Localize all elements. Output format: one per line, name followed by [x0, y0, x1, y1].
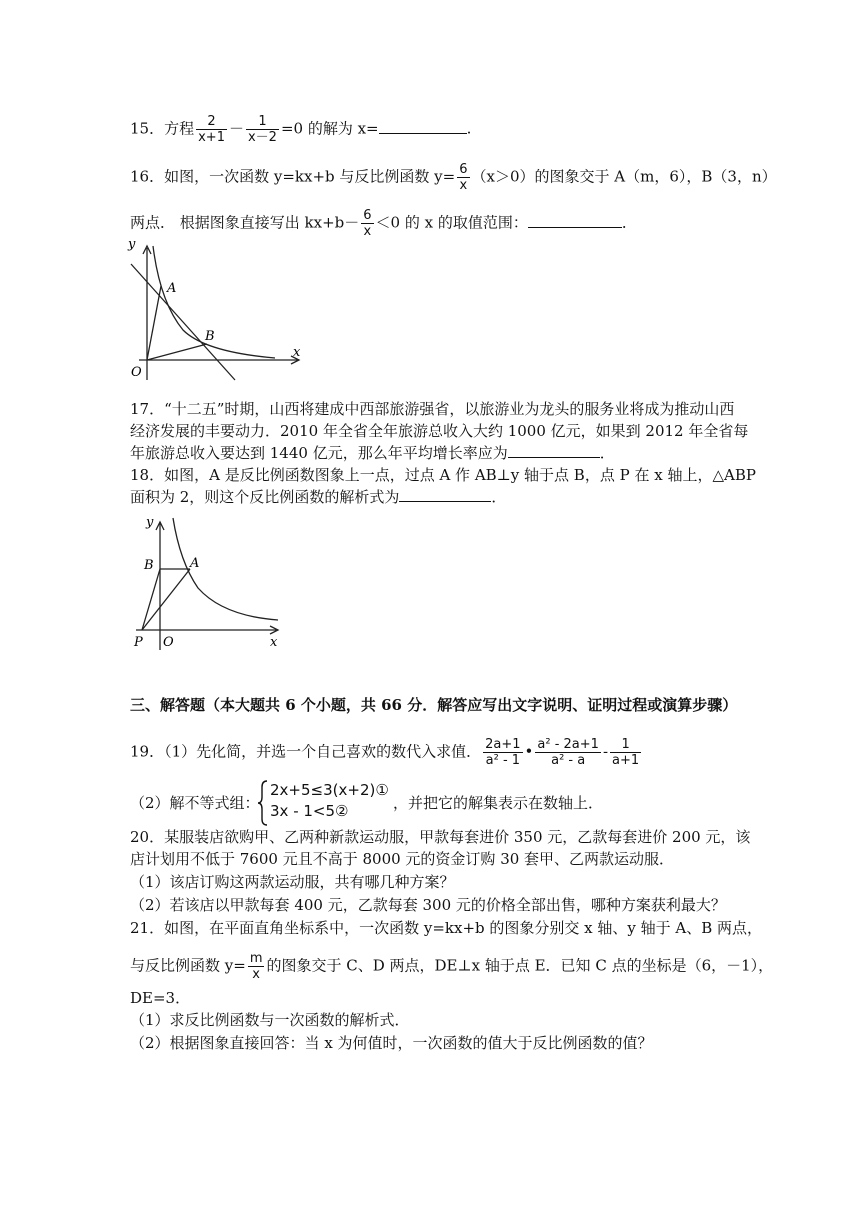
point-label-a: A	[167, 281, 177, 296]
axis-label-y: y	[128, 237, 136, 252]
fraction: $\frac{\text{a² - 2a+1}}{\text{a² - a}}$	[537, 737, 599, 768]
figure-16	[125, 234, 305, 384]
origin-label: O	[131, 365, 142, 380]
segment-ob	[147, 344, 207, 360]
question-15: 15．方程 $\frac{2}{x+1}$ － $\frac{1}{x-2}$ =0 的解为 x= .	[130, 114, 472, 145]
question-number: 16．	[130, 167, 165, 186]
question-16-line-2: 两点． 根据图象直接写出 kx+b－ $\frac{6}{x}$ ＜0 的 x 的取值范围： ．	[130, 208, 637, 239]
question-21-part-2: （2）根据图象直接回答：当 x 为何值时，一次函数的值大于反比例函数的值？	[130, 1034, 653, 1052]
fraction: $\frac{2}{x+1}$	[198, 114, 225, 145]
answer-blank	[528, 213, 622, 228]
fraction: $\frac{2a+1}{\text{a² - 1}}$	[485, 737, 521, 768]
question-21: 21．如图，在平面直角坐标系中，一次函数 y=kx+b 的图象分别交 x 轴、y 轴于 A、B 两点，	[130, 919, 763, 937]
inequality-2: 3x - 1<5②	[270, 802, 349, 820]
segment-pb	[142, 569, 160, 630]
axis-label-x: x	[270, 635, 278, 650]
question-20-part-2: （2）若该店以甲款每套 400 元，乙款每套 300 元的价格全部出售，哪种方案获利最大？	[130, 896, 726, 914]
point-label-b: B	[144, 558, 154, 573]
inequality-system	[270, 780, 389, 822]
segment-oa	[147, 286, 161, 360]
question-19-part-2-label: （2）解不等式组：	[130, 794, 260, 812]
segment-pa	[142, 569, 190, 630]
axis-label-y: y	[146, 515, 154, 530]
axis-label-x: x	[293, 345, 301, 360]
point-label-b: B	[205, 329, 215, 344]
question-17: 17．“十二五”时期，山西将建成中西部旅游强省，以旅游业为龙头的服务业将成为推动山西	[130, 400, 735, 418]
question-20-part-1: （1）该店订购这两款运动服，共有哪几种方案？	[130, 873, 455, 891]
fraction: $\frac{m}{x}$	[249, 951, 263, 982]
question-17-line-3: 年旅游总收入要达到 1440 亿元，那么年平均增长率应为 ．	[130, 444, 615, 462]
question-19: 19．（1）先化简，并选一个自己喜欢的数代入求值． $\frac{2a+1}{\text{a² - 1}}$ • $\frac{\text{a² - 2a+1}}{\text{a² - a}}$ - $\frac{1}{a+1}$	[130, 737, 640, 768]
point-label-p: P	[134, 635, 143, 650]
answer-blank	[379, 119, 467, 134]
figure-18	[128, 512, 288, 652]
question-21-part-1: （1）求反比例函数与一次函数的解析式．	[130, 1011, 410, 1029]
brace	[257, 779, 269, 827]
origin-label: O	[163, 635, 174, 650]
question-20-line-2: 店计划用不低于 7600 元且不高于 8000 元的资金订购 30 套甲、乙两款运动服．	[130, 850, 675, 868]
question-18: 18．如图，A 是反比例函数图象上一点，过点 A 作 AB⊥y 轴于点 B，点 P 在 x 轴上，△ABP	[130, 466, 756, 484]
point-label-a: A	[190, 556, 200, 571]
question-16: 16．如图，一次函数 y=kx+b 与反比例函数 y= $\frac{6}{x}$ （x＞0）的图象交于 A（m，6），B（3，n）	[130, 162, 777, 193]
fraction: $\frac{1}{a+1}$	[612, 737, 640, 768]
question-20: 20．某服装店欲购甲、乙两种新款运动服，甲款每套进价 350 元，乙款每套进价 200 元，该	[130, 828, 751, 846]
fraction: $\frac{1}{x-2}$	[247, 114, 277, 145]
answer-blank	[508, 443, 600, 458]
fraction: $\frac{6}{x}$	[363, 208, 372, 239]
question-19-part-2-text: ，并把它的解集表示在数轴上．	[393, 794, 604, 812]
inequality-1: 2x+5≤3(x+2)①	[270, 781, 389, 799]
question-17-line-2: 经济发展的丰要动力．2010 年全省全年旅游总收入大约 1000 亿元，如果到 2012 年全省每	[130, 422, 749, 440]
answer-blank	[399, 487, 491, 502]
question-18-line-2: 面积为 2，则这个反比例函数的解析式为 ．	[130, 488, 507, 506]
question-21-line-3: DE=3．	[130, 989, 191, 1007]
fraction: $\frac{6}{x}$	[459, 162, 468, 193]
question-number: 15．	[130, 119, 165, 138]
question-21-line-2: 与反比例函数 y= $\frac{m}{x}$ 的图象交于 C、D 两点，DE⊥x 轴于点 E．已知 C 点的坐标是（6，－1），	[130, 951, 774, 982]
section-heading: 三、解答题（本大题共 6 个小题，共 66 分．解答应写出文字说明、证明过程或演算步骤）	[130, 696, 738, 714]
